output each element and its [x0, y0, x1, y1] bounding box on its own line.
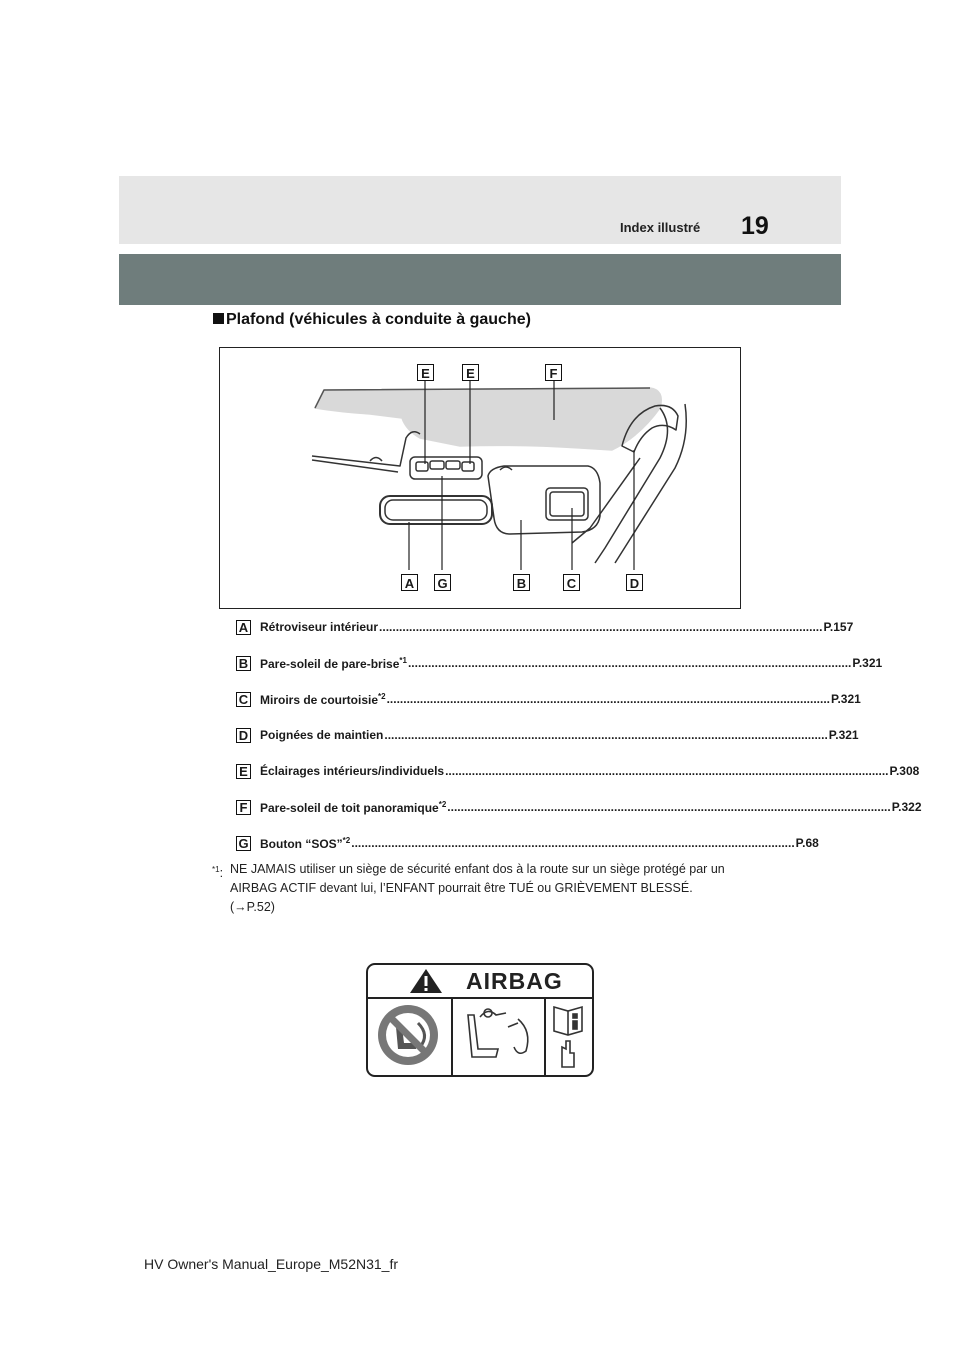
header-title: Index illustré: [620, 220, 701, 235]
callout-g: G: [434, 574, 451, 591]
leader-dots: .....................................................................................................................................: [351, 836, 795, 850]
footnote: $^{*1}$: NE JAMAIS utiliser un siège de sécurité enfant dos à la route sur un siège protégé par un AIRBAG ACTIF devant lui, l’ENFANT pourrait être TUÉ ou GRIÈVEMENT BLESSÉ. (→P.52): [212, 862, 725, 914]
page-ref-link[interactable]: P.321: [852, 656, 883, 670]
callout-f: F: [545, 364, 562, 381]
footnote-text: NE JAMAIS utiliser un siège de sécurité enfant dos à la route sur un siège protégé par un AIRBAG ACTIF devant lui, l’ENFANT pourrait être TUÉ ou GRIÈVEMENT BLESSÉ.: [230, 862, 725, 895]
section-heading-text: Plafond (véhicules à conduite à gauche): [226, 311, 531, 328]
square-bullet-icon: [213, 313, 224, 324]
callout-b: B: [513, 574, 530, 591]
item-footnote-mark: *2: [378, 691, 386, 701]
item-letter: B: [236, 656, 251, 671]
item-footnote-mark: *2: [342, 835, 351, 845]
leader-dots: .....................................................................................................................................: [379, 620, 823, 634]
warning-pictograms: [368, 997, 592, 1077]
callout-c: C: [563, 574, 580, 591]
item-letter: A: [236, 620, 251, 635]
footer-text: HV Owner's Manual_Europe_M52N31_fr: [144, 1256, 399, 1272]
item-label: Bouton “SOS”: [260, 836, 343, 851]
leader-dots: .....................................................................................................................................: [407, 656, 852, 670]
item-label: Pare-soleil de pare-brise: [260, 656, 400, 671]
item-letter: G: [236, 836, 251, 851]
item-label: Éclairages intérieurs/individuels: [260, 764, 445, 778]
ceiling-illustration: [219, 347, 741, 609]
leader-dots: .....................................................................................................................................: [384, 728, 828, 742]
item-footnote-mark: *2: [438, 799, 447, 809]
warning-triangle-icon: [406, 966, 446, 996]
warning-title: AIRBAG: [466, 968, 563, 994]
item-letter: F: [236, 800, 251, 815]
leader-dots: .....................................................................................................................................: [386, 692, 831, 706]
item-label: Miroirs de courtoisie: [260, 692, 379, 707]
list-item: [236, 832, 819, 854]
item-label: Rétroviseur intérieur: [260, 620, 379, 634]
item-letter: D: [236, 728, 251, 743]
item-letter: E: [236, 764, 251, 779]
page-number: 19: [741, 212, 769, 240]
item-letter: C: [236, 692, 251, 707]
item-footnote-mark: *1: [399, 655, 407, 665]
page-ref-link[interactable]: P.321: [828, 728, 859, 742]
footnote-page-ref[interactable]: (→P.52): [230, 900, 275, 914]
no-rear-facing-seat-icon: [378, 1005, 438, 1065]
callout-e-1: E: [417, 364, 434, 381]
page-ref-link[interactable]: P.68: [795, 836, 819, 850]
read-manual-icon: [554, 1007, 582, 1067]
leader-dots: .....................................................................................................................................: [447, 800, 891, 814]
callout-e-2: E: [462, 364, 479, 381]
page-ref-link[interactable]: P.321: [831, 692, 861, 706]
list-item: [236, 760, 920, 782]
footnote-mark: *1: [212, 865, 220, 874]
leader-dots: .....................................................................................................................................: [445, 764, 889, 778]
ceiling-drawing: [220, 348, 740, 608]
airbag-warning-label: [366, 963, 594, 1077]
callout-d: D: [626, 574, 643, 591]
airbag-deploy-icon: [468, 1009, 528, 1057]
page-ref-link[interactable]: P.308: [889, 764, 920, 778]
page-ref-link[interactable]: P.322: [891, 800, 922, 814]
page-ref-link[interactable]: P.157: [823, 620, 854, 634]
item-label: Pare-soleil de toit panoramique: [260, 800, 439, 815]
list-item: [236, 796, 922, 818]
item-label: Poignées de maintien: [260, 728, 384, 742]
list-item: [236, 652, 883, 674]
header-band: [119, 176, 841, 244]
callout-a: A: [401, 574, 418, 591]
section-heading: [213, 311, 531, 329]
list-item: [236, 616, 854, 638]
list-item: [236, 688, 861, 710]
section-band: [119, 254, 841, 305]
list-item: [236, 724, 859, 746]
